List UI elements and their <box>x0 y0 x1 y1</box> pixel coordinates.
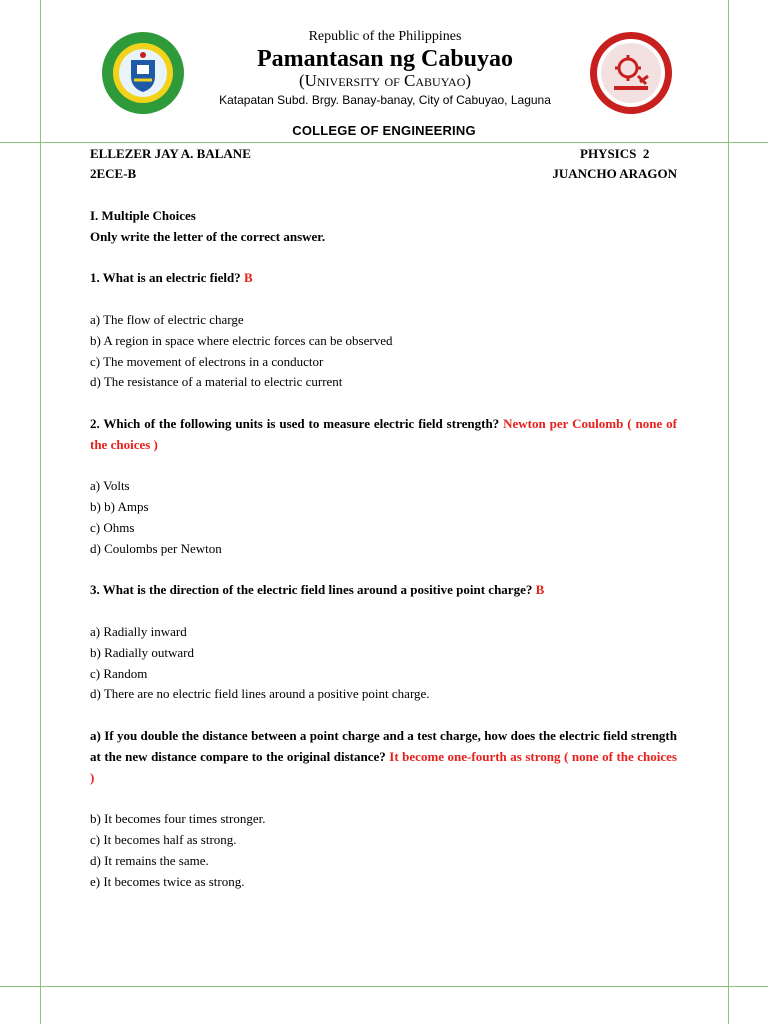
choice: d) There are no electric field lines around a positive point charge. <box>90 686 430 702</box>
choice: d) Coulombs per Newton <box>90 540 222 556</box>
choice: b) Radially outward <box>90 644 194 660</box>
margin-line-left <box>40 0 41 1024</box>
margin-line-top <box>0 142 768 143</box>
question-1 <box>90 268 677 289</box>
letterhead-text <box>180 28 590 108</box>
margin-line-bottom <box>0 986 768 987</box>
choice: d) It remains the same. <box>90 852 209 868</box>
question-4 <box>90 726 677 788</box>
question-3 <box>90 580 677 601</box>
answer-text: It become one-fourth as strong ( none of the choices ) <box>90 748 677 785</box>
answer-text: Newton per Coulomb ( none of the choices ) <box>90 415 677 452</box>
question-2 <box>90 414 677 456</box>
letterhead <box>0 28 768 108</box>
college-of-engineering-logo <box>588 30 674 121</box>
choice: d) The resistance of a material to electric current <box>90 374 343 390</box>
republic-label: Republic of the Philippines <box>308 29 462 44</box>
question-text: a) If you double the distance between a point charge and a test charge, how does the electric field strength at the new distance compare to the original distance? <box>90 727 677 764</box>
university-address: Katapatan Subd. Brgy. Banay-banay, City of Cabuyao, Laguna <box>219 93 551 107</box>
question-text: 3. What is the direction of the electric field lines around a positive point charge? <box>90 582 533 598</box>
choice: a) The flow of electric charge <box>90 311 244 327</box>
choice: b) It becomes four times stronger. <box>90 811 266 827</box>
university-name-english: (University of Cabuyao) <box>298 71 472 90</box>
choice: c) It becomes half as strong. <box>90 831 237 847</box>
margin-line-right <box>728 0 729 1024</box>
question-text: 1. What is an electric field? <box>90 270 241 286</box>
answer-text: B <box>535 582 545 598</box>
choice: e) It becomes twice as strong. <box>90 873 245 889</box>
choice: b) b) Amps <box>90 499 149 515</box>
choice: c) The movement of electrons in a conductor <box>90 353 324 369</box>
course-subject: PHYSICS 2 <box>580 146 650 161</box>
choice: a) Volts <box>90 478 130 494</box>
quiz-body <box>90 206 677 892</box>
college-title: COLLEGE OF ENGINEERING <box>292 123 476 138</box>
university-name: Pamantasan ng Cabuyao <box>256 46 514 72</box>
choice: c) Ohms <box>90 519 135 535</box>
section-title: I. Multiple Choices <box>90 208 196 223</box>
question-text: 2. Which of the following units is used to measure electric field strength? <box>90 415 500 431</box>
course-instructor: JUANCHO ARAGON <box>552 166 677 181</box>
student-name: ELLEZER JAY A. BALANE <box>90 146 251 161</box>
answer-text: B <box>243 270 253 286</box>
choice: b) A region in space where electric forces can be observed <box>90 332 393 348</box>
university-seal-logo <box>100 30 186 121</box>
choice: c) Random <box>90 665 148 681</box>
student-section: 2ECE-B <box>90 166 137 181</box>
choice: a) Radially inward <box>90 623 187 639</box>
instructions: Only write the letter of the correct answer. <box>90 228 326 244</box>
